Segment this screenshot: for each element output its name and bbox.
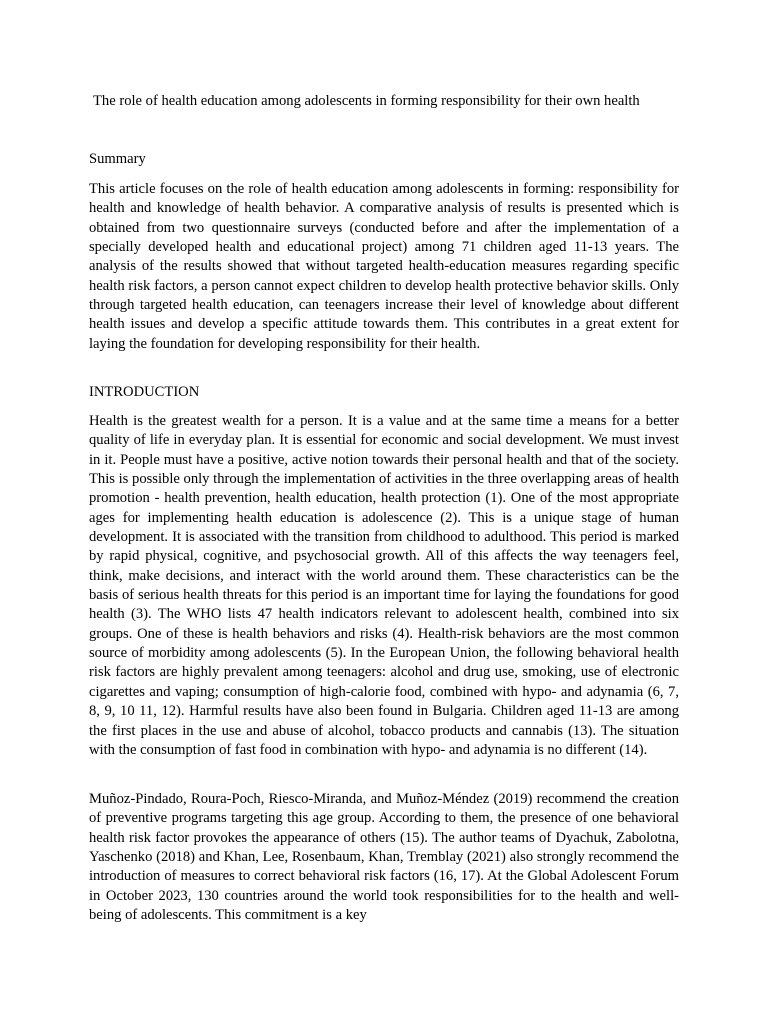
summary-paragraph: This article focuses on the role of health education among adolescents in forming: responsibility for health and knowledge of health behavior. A comparative analysis of results is presented which is obtained from two questionnaire surveys (conducted before and after the implementation of a specially developed health and educational project) among 71 children aged 11-13 years. The analysis of the results showed that without targeted health-education measures regarding specific health risk factors, a person cannot expect children to develop health protective behavior skills. Only through targeted health education, can teenagers increase their level of knowledge about different health issues and develop a specific attitude towards them. This contributes in a great extent for laying the foundation for developing responsibility for their health. bbox=[89, 181, 679, 352]
paper-title: The role of health education among adolescents in forming responsibility for their own health bbox=[93, 93, 640, 109]
summary-heading: Summary bbox=[89, 151, 146, 167]
introduction-heading: INTRODUCTION bbox=[89, 384, 200, 400]
introduction-paragraph-2: Muñoz-Pindado, Roura-Poch, Riesco-Miranda, and Muñoz-Méndez (2019) recommend the creation of preventive programs targeting this age group. According to them, the presence of one behavioral health risk factor provokes the appearance of others (15). The author teams of Dyachuk, Zabolotna, Yaschenko (2018) and Khan, Lee, Rosenbaum, Khan, Tremblay (2021) also strongly recommend the introduction of measures to correct behavioral risk factors (16, 17). At the Global Adolescent Forum in October 2023, 130 countries around the world took responsibilities for to the health and well-being of adolescents. This commitment is a key bbox=[89, 791, 679, 924]
introduction-paragraph-1: Health is the greatest wealth for a person. It is a value and at the same time a means for a better quality of life in everyday plan. It is essential for economic and social development. We must invest in it. People must have a positive, active notion towards their personal health and that of the society. This is possible only through the implementation of activities in the three overlapping areas of health promotion - health prevention, health education, health protection (1). One of the most appropriate ages for implementing health education is adolescence (2). This is a unique stage of human development. It is associated with the transition from childhood to adulthood. This period is marked by rapid physical, cognitive, and psychosocial growth. All of this affects the way teenagers feel, think, make decisions, and interact with the world around them. These characteristics can be the basis of serious health threats for this period is an important time for laying the foundations for good health (3). The WHO lists 47 health indicators relevant to adolescent health, combined into six groups. One of these is health behaviors and risks (4). Health-risk behaviors are the most common source of morbidity among adolescents (5). In the European Union, the following behavioral health risk factors are highly prevalent among teenagers: alcohol and drug use, smoking, use of electronic cigarettes and vaping; consumption of high-calorie food, combined with hypo- and adynamia (6, 7, 8, 9, 10 11, 12). Harmful results have also been found in Bulgaria. Children aged 11-13 are among the first places in the use and abuse of alcohol, tobacco products and cannabis (13). The situation with the consumption of fast food in combination with hypo- and adynamia is no different (14). bbox=[89, 413, 679, 758]
